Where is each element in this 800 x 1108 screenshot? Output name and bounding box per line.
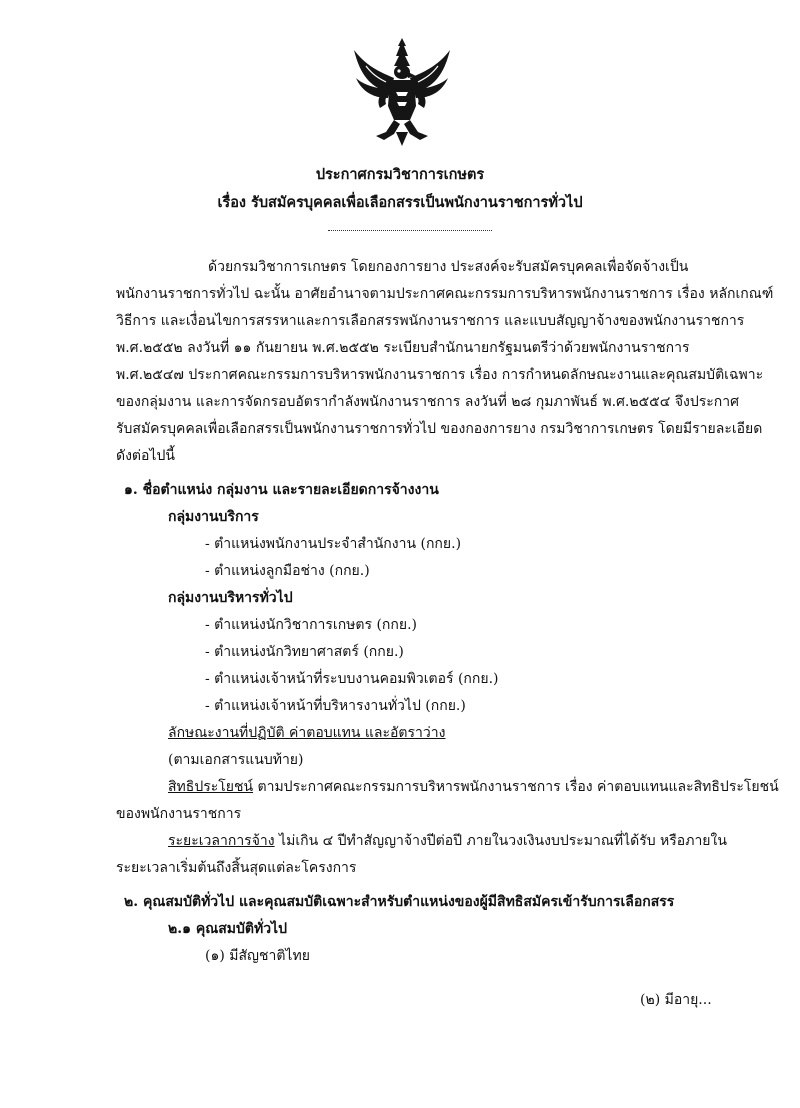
intro-line-4: พ.ศ.๒๕๕๒ ลงวันที่ ๑๑ กันยายน พ.ศ.๒๕๕๒ ระเบียบสำนักนายกรัฐมนตรีว่าด้วยพนักงานราชการ — [116, 340, 690, 356]
title-divider — [328, 230, 492, 231]
benefit-text: ตามประกาศคณะกรรมการบริหารพนักงานราชการ เรื่อง ค่าตอบแทนและสิทธิประโยชน์ — [253, 779, 779, 795]
duty-note: (ตามเอกสารแนบท้าย) — [168, 752, 304, 768]
intro-line-5: พ.ศ.๒๕๔๗ ประกาศคณะกรรมการบริหารพนักงานราชการ เรื่อง การกำหนดลักษณะงานและคุณสมบัติเฉพาะ — [116, 367, 764, 383]
period-text: ไม่เกิน ๔ ปีทำสัญญาจ้างปีต่อปี ภายในวงเงินงบประมาณที่ได้รับ หรือภายใน — [274, 833, 727, 849]
group2-item-2: - ตำแหน่งนักวิทยาศาสตร์ (กกย.) — [205, 644, 404, 660]
group1-title: กลุ่มงานบริการ — [168, 509, 259, 525]
section2-subheading: ๒.๑ คุณสมบัติทั่วไป — [168, 921, 287, 937]
intro-line-8: ดังต่อไปนี้ — [116, 448, 175, 464]
group2-item-3: - ตำแหน่งเจ้าหน้าที่ระบบงานคอมพิวเตอร์ (กกย.) — [205, 671, 499, 687]
group2-item-4: - ตำแหน่งเจ้าหน้าที่บริหารงานทั่วไป (กกย.) — [205, 698, 466, 714]
intro-line-3: วิธีการ และเงื่อนไขการสรรหาและการเลือกสรรพนักงานราชการ และแบบสัญญาจ้างของพนักงานราชการ — [116, 313, 745, 329]
continuation-text: (๒) มีอายุ... — [640, 992, 712, 1008]
document-subject: เรื่อง รับสมัครบุคคลเพื่อเลือกสรรเป็นพนักงานราชการทั่วไป — [217, 194, 583, 211]
section1-heading: ๑. ชื่อตำแหน่ง กลุ่มงาน และรายละเอียดการจ้างงาน — [124, 482, 439, 498]
intro-line-6: ของกลุ่มงาน และการจัดกรอบอัตรากำลังพนักงานราชการ ลงวันที่ ๒๘ กุมภาพันธ์ พ.ศ.๒๕๕๔ จึงประกาศ — [116, 394, 740, 410]
group1-item-1: - ตำแหน่งพนักงานประจำสำนักงาน (กกย.) — [205, 536, 462, 552]
duty-label: ลักษณะงานที่ปฏิบัติ ค่าตอบแทน และอัตราว่าง — [168, 725, 446, 741]
period-label: ระยะเวลาการจ้าง — [168, 833, 275, 849]
period-line — [168, 831, 727, 851]
benefit-text-2: ของพนักงานราชการ — [116, 806, 242, 822]
benefit-line — [168, 777, 779, 797]
group1-item-2: - ตำแหน่งลูกมือช่าง (กกย.) — [205, 563, 370, 579]
group2-item-1: - ตำแหน่งนักวิชาการเกษตร (กกย.) — [205, 617, 418, 633]
garuda-emblem-icon — [350, 36, 454, 148]
agency-title: ประกาศกรมวิชาการเกษตร — [315, 166, 485, 183]
section2-item-1: (๑) มีสัญชาติไทย — [205, 948, 310, 964]
benefit-label: สิทธิประโยชน์ — [168, 779, 254, 795]
intro-line-2: พนักงานราชการทั่วไป ฉะนั้น อาศัยอำนาจตามประกาศคณะกรรมการบริหารพนักงานราชการ เรื่อง หลักเกณฑ์ — [116, 286, 774, 302]
intro-line-1: ด้วยกรมวิชาการเกษตร โดยกองการยาง ประสงค์จะรับสมัครบุคคลเพื่อจัดจ้างเป็น — [208, 259, 689, 275]
intro-line-7: รับสมัครบุคคลเพื่อเลือกสรรเป็นพนักงานราชการทั่วไป ของกองการยาง กรมวิชาการเกษตร โดยมีรายละเอียด — [116, 421, 763, 437]
period-text-2: ระยะเวลาเริ่มต้นถึงสิ้นสุดแต่ละโครงการ — [116, 860, 357, 876]
section2-heading: ๒. คุณสมบัติทั่วไป และคุณสมบัติเฉพาะสำหรับตำแหน่งของผู้มีสิทธิสมัครเข้ารับการเลือกสรร — [124, 894, 675, 910]
group2-title: กลุ่มงานบริหารทั่วไป — [168, 590, 293, 606]
